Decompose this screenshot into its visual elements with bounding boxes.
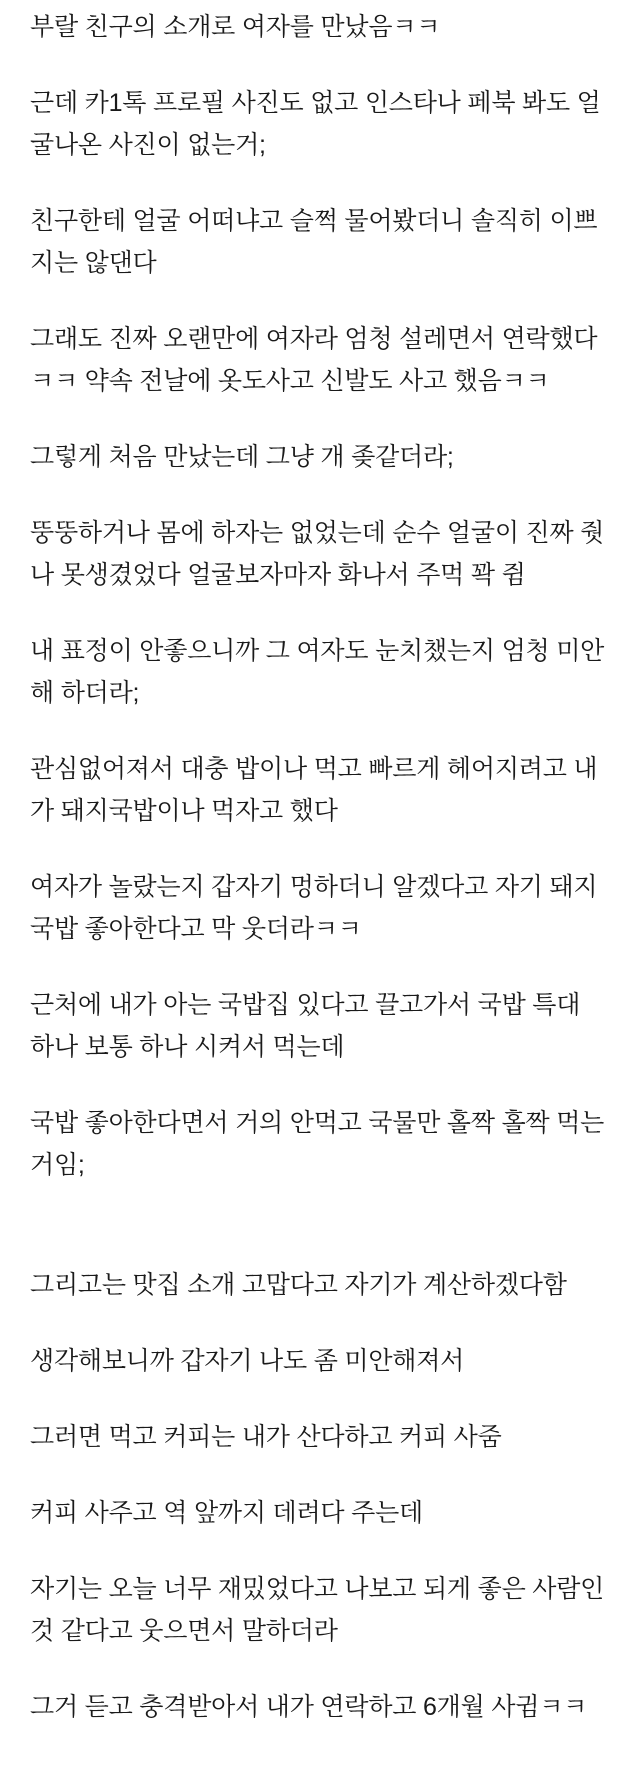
post-paragraph: 그러면 먹고 커피는 내가 산다하고 커피 사줌 xyxy=(30,1423,502,1451)
post-paragraph: 생각해보니까 갑자기 나도 좀 미안해져서 xyxy=(30,1347,465,1375)
post-paragraph: 그렇게 처음 만났는데 그냥 개 좆같더라; xyxy=(30,443,454,471)
post-paragraph: 커피 사주고 역 앞까지 데려다 주는데 xyxy=(30,1499,423,1527)
post-paragraph: 관심없어져서 대충 밥이나 먹고 빠르게 헤어지려고 내가 돼지국밥이나 먹자고 했다 xyxy=(30,755,598,825)
post-paragraph: 그리고는 맛집 소개 고맙다고 자기가 계산하겠다함 xyxy=(30,1271,567,1299)
post-paragraph: 부랄 친구의 소개로 여자를 만났음ㅋㅋ xyxy=(30,13,441,41)
post-paragraph: 근처에 내가 아는 국밥집 있다고 끌고가서 국밥 특대 하나 보통 하나 시켜서 먹는데 xyxy=(30,991,581,1061)
post-paragraph: 국밥 좋아한다면서 거의 안먹고 국물만 홀짝 홀짝 먹는거임; xyxy=(30,1109,605,1179)
post-paragraph: 근데 카1톡 프로필 사진도 없고 인스타나 페북 봐도 얼굴나온 사진이 없는거; xyxy=(30,89,601,159)
post-paragraph: 친구한테 얼굴 어떠냐고 슬쩍 물어봤더니 솔직히 이쁘지는 않댄다 xyxy=(30,207,598,277)
post-paragraph: 여자가 놀랐는지 갑자기 멍하더니 알겠다고 자기 돼지국밥 좋아한다고 막 웃더라ㅋㅋ xyxy=(30,873,598,943)
post-paragraph: 자기는 오늘 너무 재밌었다고 나보고 되게 좋은 사람인것 같다고 웃으면서 말하더라 xyxy=(30,1575,605,1645)
post-paragraph: 그거 듣고 충격받아서 내가 연락하고 6개월 사귐ㅋㅋ xyxy=(30,1693,588,1721)
post-paragraph: 그래도 진짜 오랜만에 여자라 엄청 설레면서 연락했다ㅋㅋ 약속 전날에 옷도사고 신발도 사고 했음ㅋㅋ xyxy=(30,325,598,395)
post-paragraph: 뚱뚱하거나 몸에 하자는 없었는데 순수 얼굴이 진짜 줫나 못생겼었다 얼굴보자마자 화나서 주먹 꽉 쥠 xyxy=(30,519,605,589)
post-paragraph: 내 표정이 안좋으니까 그 여자도 눈치챘는지 엄청 미안해 하더라; xyxy=(30,637,605,707)
